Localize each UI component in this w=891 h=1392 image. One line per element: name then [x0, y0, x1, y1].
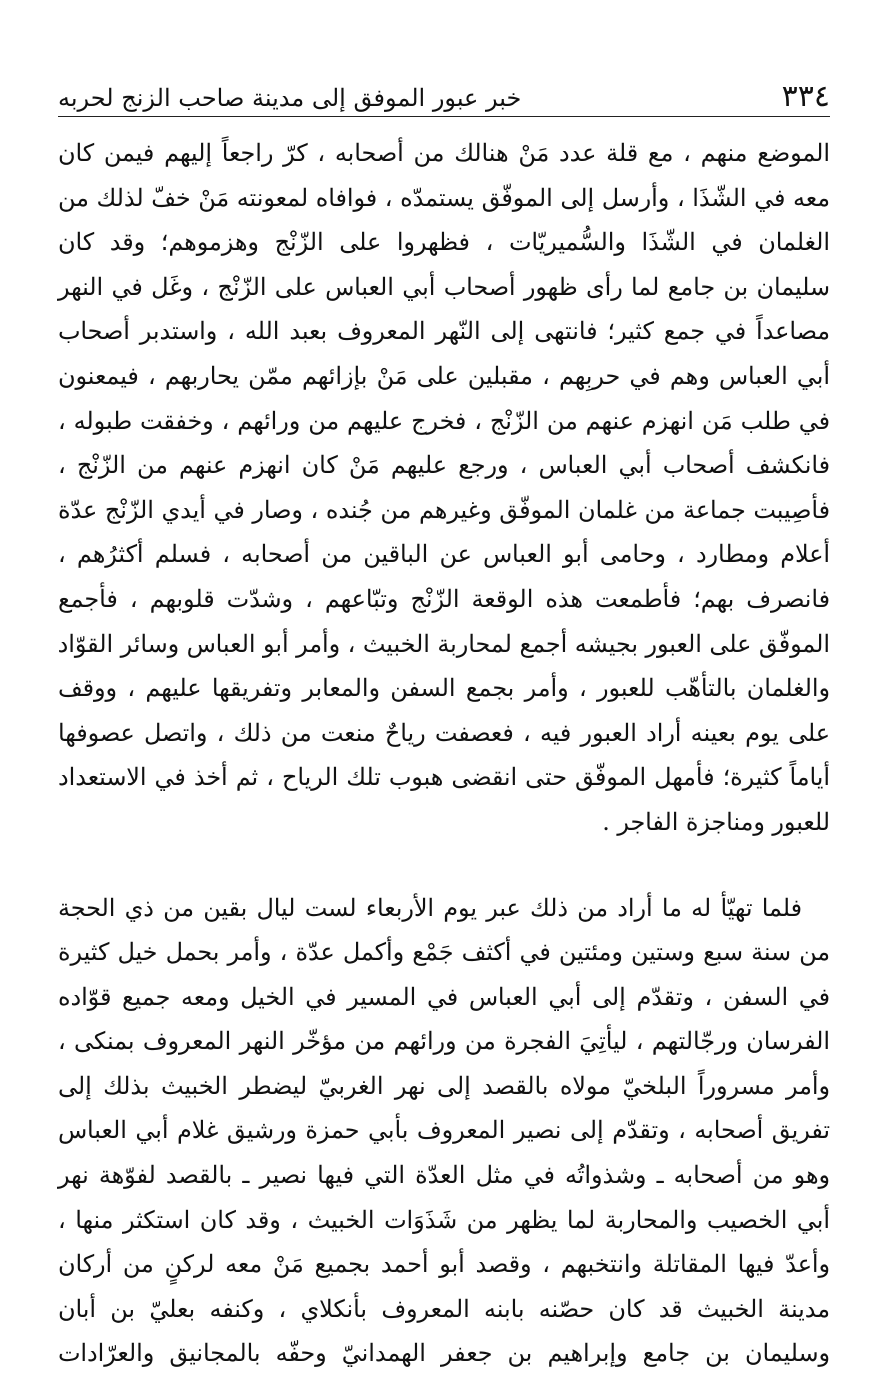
text-line: في السفن ، وتقدّم إلى أبي العباس في المسير في الخيل ومعه جميع قوّاده [58, 982, 830, 1011]
text-line: الموفّق على العبور بجيشه أجمع لمحاربة الخبيث ، وأمر أبو العباس وسائر القوّاد [57, 629, 830, 658]
text-line: الغلمان في الشّذَا والسُّميريّات ، فظهروا على الزّنْج وهزموهم؛ وقد كان [58, 228, 830, 257]
text-line: أياماً كثيرة؛ فأمهل الموفّق حتى انقضى هبوب تلك الرياح ، ثم أخذ في الاستعداد [58, 763, 830, 792]
chapter-title: خبر عبور الموفق إلى مدينة صاحب الزنج لحربه [58, 84, 522, 112]
text-line: تفريق أصحابه ، وتقدّم إلى نصير المعروف بأبي حمزة ورشيق غلام أبي العباس [58, 1116, 830, 1145]
text-line: فانصرف بهم؛ فأطمعت هذه الوقعة الزّنْج وتبّاعهم ، وشدّت قلوبهم ، فأجمع [58, 584, 830, 613]
text-line: فلما تهيّأ له ما أراد من ذلك عبر يوم الأربعاء لست ليال بقين من ذي الحجة [58, 893, 802, 922]
text-line: معه في الشّذَا ، وأرسل إلى الموفّق يستمدّه ، فوافاه لمعونته مَنْ خفّ لذلك من [58, 183, 830, 212]
text-line: في طلب مَن انهزم عنهم من الزّنْج ، فخرج عليهم من ورائهم ، وخفقت طبوله ، [58, 406, 830, 435]
text-line: أبي الخصيب والمحاربة لما يظهر من شَذَوَات الخبيث ، وقد كان استكثر منها ، [58, 1205, 830, 1234]
text-line: وأعدّ فيها المقاتلة وانتخبهم ، وقصد أبو أحمد بجميع مَنْ معه لركنٍ من أركان [58, 1250, 830, 1279]
text-line: والغلمان بالتأهّب للعبور ، وأمر بجمع السفن والمعابر وتفريقها عليهم ، ووقف [58, 674, 830, 703]
text-line: مدينة الخبيث قد كان حصّنه بابنه المعروف بأنكلاي ، وكنفه بعليّ بن أبان [58, 1294, 830, 1323]
paragraph-spacer [58, 845, 830, 886]
text-line: سليمان بن جامع لما رأى ظهور أصحاب أبي العباس على الزّنْج ، وغَل في النهر [58, 272, 830, 301]
text-line: فأصِيبت جماعة من غلمان الموفّق وغيرهم من جُنده ، وصار في أيدي الزّنْج عدّة [58, 495, 830, 524]
text-line: وهو من أصحابه ـ وشذواتُه في مثل العدّة التي فيها نصير ـ بالقصد لفوّهة نهر [58, 1161, 830, 1190]
text-line: أعلام ومطارد ، وحامى أبو العباس عن الباقين من أصحابه ، فسلم أكثرُهم ، [58, 540, 830, 569]
page-number: ٣٣٤ [781, 79, 830, 114]
text-line: للعبور ومناجزة الفاجر . [602, 807, 830, 836]
text-line: على يوم بعينه أراد العبور فيه ، فعصفت رياحٌ منعت من ذلك ، واتصل عصوفها [58, 718, 830, 747]
text-line: وأمر مسروراً البلخيّ مولاه بالقصد إلى نهر الغربيّ ليضطر الخبيث بذلك إلى [58, 1071, 830, 1100]
text-line: فانكشف أصحاب أبي العباس ، ورجع عليهم مَنْ كان انهزم عنهم من الزّنْج ، [58, 451, 830, 480]
text-line: الموضع منهم ، مع قلة عدد مَنْ هنالك من أصحابه ، كرّ راجعاً إليهم فيمن كان [58, 139, 830, 167]
text-line: مصاعداً في جمع كثير؛ فانتهى إلى النّهر المعروف بعبد الله ، واستدبر أصحاب [58, 317, 830, 346]
body-text [58, 131, 830, 1376]
running-header [58, 78, 830, 117]
paragraph-2 [58, 886, 830, 1377]
text-line: الفرسان ورجّالتهم ، ليأتِيَ الفجرة من ورائهم من مؤخّر النهر المعروف بمنكى ، [58, 1027, 830, 1056]
book-page [58, 78, 830, 1368]
text-line: أبي العباس وهم في حربِهم ، مقبلين على مَنْ بإزائهم ممّن يحاربهم ، فيمعنون [58, 361, 830, 390]
paragraph-1 [58, 131, 830, 845]
text-line: من سنة سبع وستين ومئتين في أكثف جَمْع وأكمل عدّة ، وأمر بحمل خيل كثيرة [58, 938, 830, 967]
text-line: وسليمان بن جامع وإبراهيم بن جعفر الهمدانيّ وحفّه بالمجانيق والعرّادات [58, 1339, 830, 1368]
